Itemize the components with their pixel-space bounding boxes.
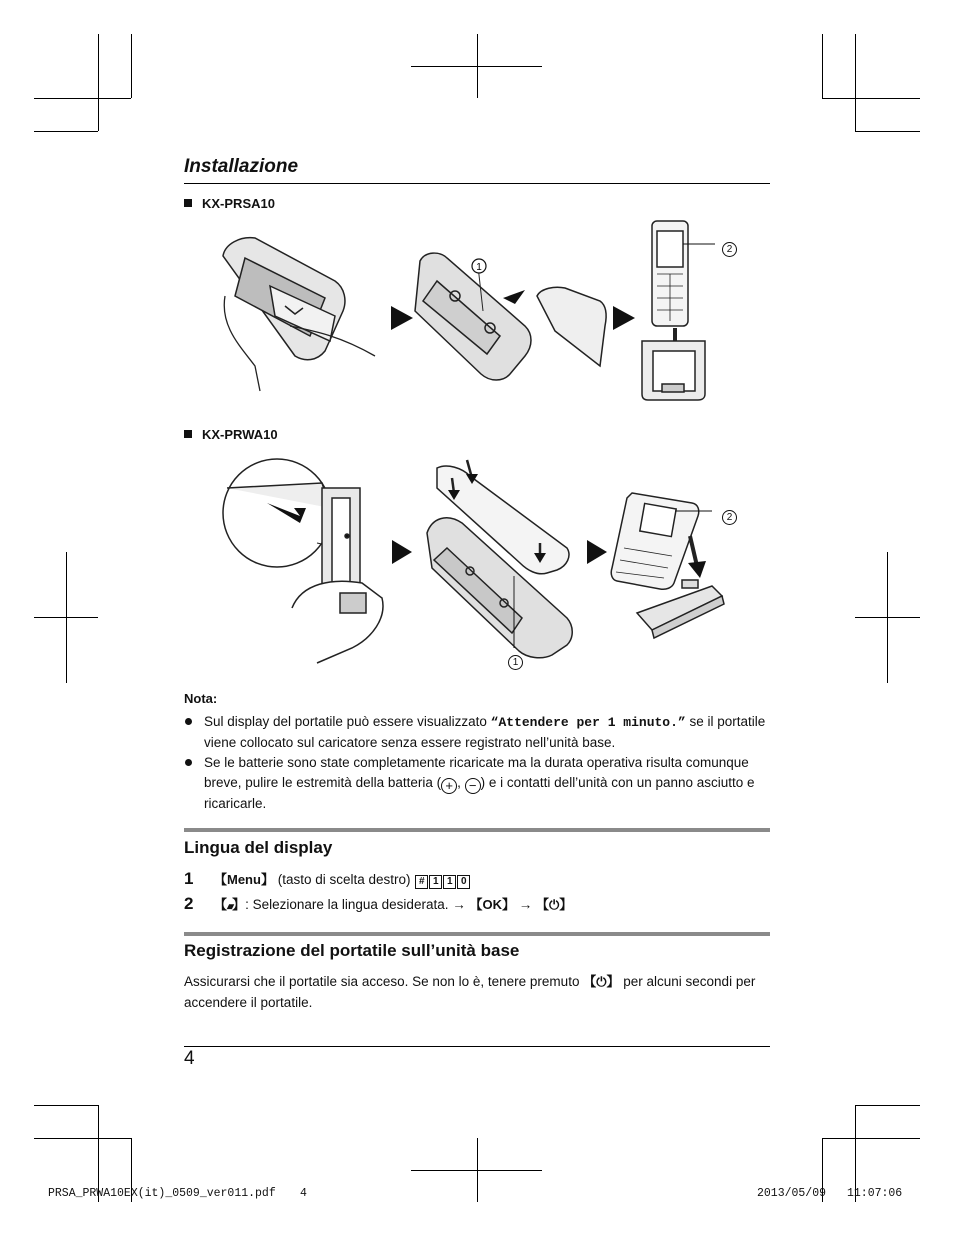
key-1: 1	[429, 875, 442, 889]
key-1: 1	[443, 875, 456, 889]
off-key-icon: 【⏻】	[583, 974, 620, 989]
minus-terminal-icon: −	[465, 778, 481, 794]
callout-one-badge-2: 1	[508, 649, 523, 670]
lingua-title: Lingua del display	[184, 838, 333, 857]
crop-mark	[411, 66, 542, 67]
bullet-dot-icon	[185, 718, 192, 725]
crop-mark	[98, 34, 99, 131]
square-bullet-icon	[184, 430, 192, 438]
figure-prsa10-battery-install	[215, 216, 715, 406]
footer-time: 11:07:06	[847, 1187, 903, 1200]
nota-bullet-1: Sul display del portatile può essere visualizzato “Attendere per 1 minuto.” se il portatile viene collocato sul caricatore senza essere registrato nell’unità base.	[184, 712, 770, 753]
crop-mark	[131, 34, 132, 98]
crop-mark	[34, 1105, 98, 1106]
callout-two-badge-2: 2	[722, 504, 737, 525]
footer-page: 4	[300, 1187, 307, 1200]
footer-filename: PRSA_PRWA10EX(it)_0509_ver011.pdf	[48, 1187, 276, 1200]
footer-rule	[184, 1046, 770, 1047]
page-number: 4	[184, 1048, 195, 1069]
crop-mark	[855, 1105, 920, 1106]
crop-mark	[855, 34, 856, 131]
crop-mark	[34, 1138, 131, 1139]
nota-title: Nota:	[184, 691, 218, 706]
crop-mark	[855, 131, 920, 132]
footer-date: 2013/05/09	[757, 1187, 827, 1200]
crop-mark	[822, 1138, 920, 1139]
plus-terminal-icon: +	[441, 778, 457, 794]
nota-bullet-2: Se le batterie sono state completamente ricaricate ma la durata operativa risulta comunque breve, pulire le estremità della batteria ( + , − ) e i contatti dell’unità con un panno asciutto e ricaricarle.	[184, 753, 770, 814]
callout-one: 1	[476, 262, 482, 273]
crop-mark	[411, 1170, 542, 1171]
menu-key: 【Menu】	[214, 872, 274, 887]
header-rule	[184, 183, 770, 184]
off-key-icon: 【⏻】	[536, 897, 573, 912]
registrazione-title: Registrazione del portatile sull’unità base	[184, 941, 520, 960]
lingua-step-1: 1 【Menu】 (tasto di scelta destro) # 1 1 0	[184, 869, 470, 889]
crop-mark	[34, 98, 131, 99]
crop-mark	[855, 617, 920, 618]
square-bullet-icon	[184, 199, 192, 207]
up-down-icon: ▴▾	[227, 901, 233, 911]
navigator-key: 【▴▾】	[214, 897, 246, 912]
key-hash: #	[415, 875, 428, 889]
model-heading-prsa10: KX-PRSA10	[184, 196, 275, 211]
crop-mark	[822, 34, 823, 98]
bullet-dot-icon	[185, 759, 192, 766]
crop-mark	[34, 617, 98, 618]
ok-key: 【OK】	[469, 897, 515, 912]
lingua-step-2: 2 【▴▾】: Selezionare la lingua desiderata. → 【OK】 → 【⏻】	[184, 894, 573, 913]
nota-bullets	[184, 712, 770, 814]
model-heading-prwa10: KX-PRWA10	[184, 427, 278, 442]
section-bar	[184, 828, 770, 832]
key-0: 0	[457, 875, 470, 889]
section-title: Installazione	[184, 156, 299, 177]
section-bar	[184, 932, 770, 936]
callout-two-badge: 2	[722, 236, 737, 257]
crop-mark	[822, 98, 920, 99]
registrazione-text: Assicurarsi che il portatile sia acceso. Se non lo è, tenere premuto 【⏻】 per alcuni secondi per accendere il portatile.	[184, 974, 756, 1010]
crop-mark	[34, 131, 98, 132]
figure-prwa10-battery-install	[222, 448, 732, 673]
